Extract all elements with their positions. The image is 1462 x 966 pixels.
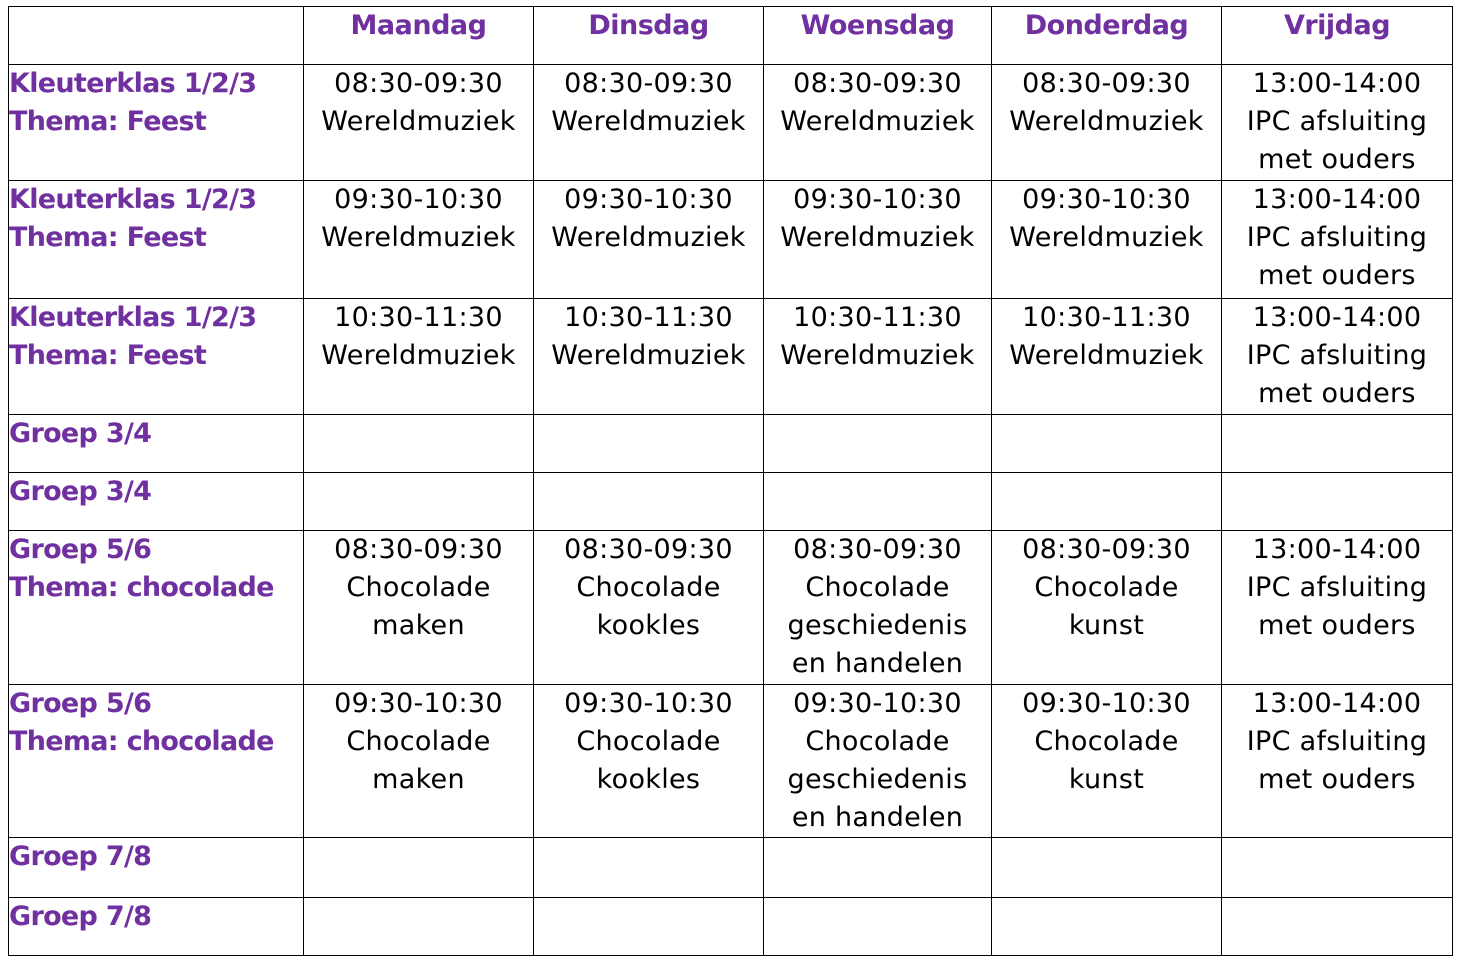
- schedule-cell-line: 09:30-10:30: [1022, 184, 1191, 215]
- group-label-line: Thema: chocolade: [9, 726, 274, 757]
- schedule-cell-tuesday: [534, 838, 764, 898]
- schedule-cell-line: 13:00-14:00: [1252, 68, 1422, 99]
- schedule-cell-line: IPC afsluiting: [1246, 222, 1428, 253]
- schedule-cell-tuesday: [534, 473, 764, 531]
- day-header-tuesday: Dinsdag: [534, 7, 764, 65]
- schedule-cell-line: 13:00-14:00: [1252, 534, 1422, 565]
- day-header-friday: Vrijdag: [1222, 7, 1453, 65]
- schedule-body: [9, 65, 1453, 956]
- schedule-cell-monday: [304, 898, 534, 956]
- schedule-cell-line: 09:30-10:30: [793, 184, 962, 215]
- group-label-line: Thema: Feest: [9, 340, 207, 371]
- schedule-cell-line: Wereldmuziek: [1009, 340, 1204, 371]
- schedule-cell-wednesday: [764, 531, 992, 685]
- schedule-row: [9, 181, 1453, 299]
- schedule-cell-line: met ouders: [1258, 260, 1416, 291]
- schedule-cell-line: 09:30-10:30: [564, 184, 733, 215]
- schedule-cell-tuesday: [534, 299, 764, 415]
- schedule-cell-tuesday: [534, 531, 764, 685]
- schedule-cell-friday: [1222, 181, 1453, 299]
- schedule-cell-line: 13:00-14:00: [1252, 302, 1422, 333]
- schedule-cell-line: 08:30-09:30: [564, 68, 733, 99]
- schedule-cell-thursday: [992, 65, 1222, 181]
- schedule-cell-line: 08:30-09:30: [793, 68, 962, 99]
- schedule-cell-monday: [304, 685, 534, 838]
- schedule-cell-line: en handelen: [791, 802, 964, 833]
- schedule-row: [9, 531, 1453, 685]
- group-label-line: Groep 5/6: [9, 534, 152, 565]
- schedule-cell-monday: [304, 531, 534, 685]
- group-label-cell: [9, 898, 304, 956]
- schedule-row: [9, 473, 1453, 531]
- schedule-cell-line: Wereldmuziek: [321, 106, 516, 137]
- schedule-cell-line: 09:30-10:30: [564, 688, 733, 719]
- schedule-cell-tuesday: [534, 65, 764, 181]
- schedule-cell-line: Wereldmuziek: [551, 222, 746, 253]
- group-label-cell: [9, 415, 304, 473]
- group-label-cell: [9, 531, 304, 685]
- schedule-cell-line: geschiedenis: [787, 764, 968, 795]
- schedule-row: [9, 898, 1453, 956]
- group-label-cell: [9, 685, 304, 838]
- group-label-line: Groep 7/8: [9, 901, 152, 932]
- schedule-cell-friday: [1222, 65, 1453, 181]
- group-label-line: Thema: Feest: [9, 222, 207, 253]
- schedule-cell-line: 10:30-11:30: [564, 302, 733, 333]
- schedule-cell-monday: [304, 838, 534, 898]
- schedule-cell-thursday: [992, 898, 1222, 956]
- schedule-cell-line: 08:30-09:30: [334, 534, 503, 565]
- schedule-row: [9, 838, 1453, 898]
- schedule-cell-line: met ouders: [1258, 610, 1416, 641]
- schedule-cell-friday: [1222, 299, 1453, 415]
- group-label-line: Kleuterklas 1/2/3: [9, 68, 257, 99]
- schedule-cell-line: Chocolade: [805, 726, 950, 757]
- schedule-row: [9, 415, 1453, 473]
- schedule-cell-friday: [1222, 898, 1453, 956]
- schedule-table: [8, 6, 1453, 956]
- schedule-cell-monday: [304, 415, 534, 473]
- schedule-cell-friday: [1222, 838, 1453, 898]
- schedule-cell-tuesday: [534, 181, 764, 299]
- schedule-cell-line: IPC afsluiting: [1246, 106, 1428, 137]
- schedule-cell-line: Wereldmuziek: [780, 106, 975, 137]
- schedule-cell-wednesday: [764, 473, 992, 531]
- schedule-cell-line: 08:30-09:30: [1022, 534, 1191, 565]
- schedule-cell-wednesday: [764, 65, 992, 181]
- schedule-cell-line: met ouders: [1258, 378, 1416, 409]
- day-header-thursday: Donderdag: [992, 7, 1222, 65]
- group-label-line: Groep 3/4: [9, 476, 152, 507]
- schedule-cell-line: 10:30-11:30: [793, 302, 962, 333]
- schedule-cell-wednesday: [764, 898, 992, 956]
- schedule-cell-line: Chocolade: [576, 726, 721, 757]
- schedule-cell-line: Chocolade: [346, 572, 491, 603]
- group-label-line: Kleuterklas 1/2/3: [9, 184, 257, 215]
- schedule-cell-tuesday: [534, 898, 764, 956]
- schedule-cell-monday: [304, 299, 534, 415]
- group-label-cell: [9, 838, 304, 898]
- schedule-cell-line: geschiedenis: [787, 610, 968, 641]
- schedule-cell-line: Chocolade: [1034, 572, 1179, 603]
- schedule-cell-line: 13:00-14:00: [1252, 184, 1422, 215]
- schedule-cell-friday: [1222, 473, 1453, 531]
- group-label-line: Thema: chocolade: [9, 572, 274, 603]
- schedule-cell-line: 10:30-11:30: [1022, 302, 1191, 333]
- schedule-cell-wednesday: [764, 685, 992, 838]
- schedule-cell-line: Wereldmuziek: [780, 222, 975, 253]
- schedule-cell-wednesday: [764, 838, 992, 898]
- schedule-row: [9, 65, 1453, 181]
- schedule-cell-line: 09:30-10:30: [793, 688, 962, 719]
- schedule-cell-thursday: [992, 181, 1222, 299]
- schedule-cell-monday: [304, 65, 534, 181]
- schedule-cell-line: kunst: [1068, 764, 1145, 795]
- group-label-cell: [9, 65, 304, 181]
- schedule-cell-line: 09:30-10:30: [334, 688, 503, 719]
- schedule-row: [9, 685, 1453, 838]
- schedule-cell-line: IPC afsluiting: [1246, 572, 1428, 603]
- group-label-line: Groep 3/4: [9, 418, 152, 449]
- schedule-cell-line: 08:30-09:30: [1022, 68, 1191, 99]
- schedule-cell-line: 09:30-10:30: [334, 184, 503, 215]
- schedule-cell-line: kookles: [596, 764, 701, 795]
- schedule-cell-line: Chocolade: [805, 572, 950, 603]
- schedule-cell-wednesday: [764, 181, 992, 299]
- schedule-cell-line: en handelen: [791, 648, 964, 679]
- schedule-cell-line: Wereldmuziek: [1009, 222, 1204, 253]
- header-row: [9, 7, 1453, 65]
- schedule-cell-line: 13:00-14:00: [1252, 688, 1422, 719]
- schedule-cell-thursday: [992, 838, 1222, 898]
- schedule-cell-monday: [304, 473, 534, 531]
- schedule-cell-line: Chocolade: [1034, 726, 1179, 757]
- day-header-monday: Maandag: [304, 7, 534, 65]
- schedule-cell-line: 08:30-09:30: [793, 534, 962, 565]
- schedule-cell-thursday: [992, 473, 1222, 531]
- schedule-cell-line: 08:30-09:30: [564, 534, 733, 565]
- schedule-cell-line: 09:30-10:30: [1022, 688, 1191, 719]
- schedule-cell-line: IPC afsluiting: [1246, 340, 1428, 371]
- schedule-cell-line: Wereldmuziek: [321, 340, 516, 371]
- schedule-cell-wednesday: [764, 299, 992, 415]
- schedule-cell-wednesday: [764, 415, 992, 473]
- schedule-cell-line: IPC afsluiting: [1246, 726, 1428, 757]
- schedule-cell-line: Wereldmuziek: [321, 222, 516, 253]
- schedule-cell-line: 08:30-09:30: [334, 68, 503, 99]
- schedule-cell-thursday: [992, 299, 1222, 415]
- schedule-row: [9, 299, 1453, 415]
- schedule-cell-friday: [1222, 685, 1453, 838]
- schedule-cell-friday: [1222, 415, 1453, 473]
- group-label-cell: [9, 181, 304, 299]
- header-corner: [9, 7, 304, 65]
- schedule-cell-monday: [304, 181, 534, 299]
- schedule-cell-line: maken: [372, 610, 465, 641]
- group-label-line: Groep 5/6: [9, 688, 152, 719]
- schedule-cell-line: met ouders: [1258, 144, 1416, 175]
- group-label-line: Thema: Feest: [9, 106, 207, 137]
- schedule-cell-line: Chocolade: [576, 572, 721, 603]
- schedule-cell-line: Wereldmuziek: [780, 340, 975, 371]
- schedule-cell-line: met ouders: [1258, 764, 1416, 795]
- schedule-cell-line: 10:30-11:30: [334, 302, 503, 333]
- group-label-cell: [9, 299, 304, 415]
- schedule-cell-line: maken: [372, 764, 465, 795]
- group-label-line: Kleuterklas 1/2/3: [9, 302, 257, 333]
- schedule-cell-line: Wereldmuziek: [551, 106, 746, 137]
- group-label-line: Groep 7/8: [9, 841, 152, 872]
- schedule-cell-line: kunst: [1068, 610, 1145, 641]
- schedule-cell-line: kookles: [596, 610, 701, 641]
- schedule-cell-tuesday: [534, 685, 764, 838]
- schedule-cell-line: Wereldmuziek: [1009, 106, 1204, 137]
- schedule-cell-thursday: [992, 685, 1222, 838]
- group-label-cell: [9, 473, 304, 531]
- schedule-cell-thursday: [992, 415, 1222, 473]
- schedule-cell-friday: [1222, 531, 1453, 685]
- day-header-wednesday: Woensdag: [764, 7, 992, 65]
- schedule-cell-tuesday: [534, 415, 764, 473]
- schedule-cell-line: Wereldmuziek: [551, 340, 746, 371]
- schedule-cell-thursday: [992, 531, 1222, 685]
- schedule-cell-line: Chocolade: [346, 726, 491, 757]
